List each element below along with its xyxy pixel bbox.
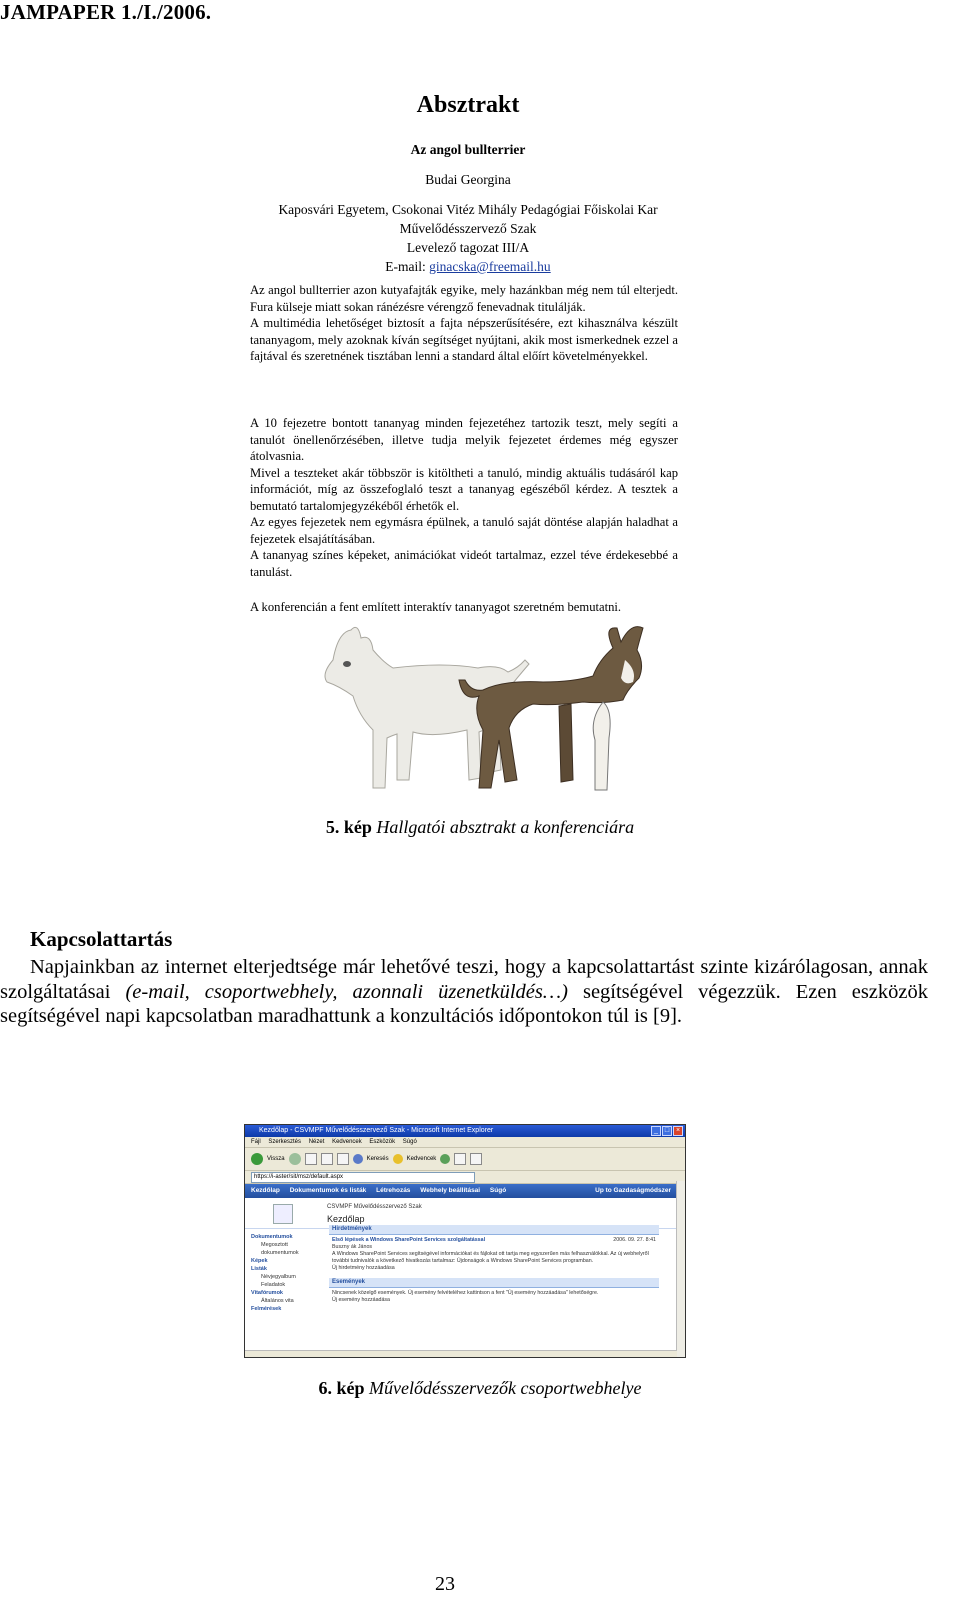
abstract-figure xyxy=(248,92,688,812)
star-icon[interactable] xyxy=(393,1154,403,1164)
address-bar xyxy=(245,1171,685,1184)
quick-launch-item[interactable]: Általános vita xyxy=(261,1298,294,1304)
nav-up-link[interactable]: Up to Gazdaságmódszer xyxy=(595,1187,671,1194)
site-name: CSVMPF Művelődésszervező Szak xyxy=(327,1204,422,1210)
menu-item[interactable]: Fájl xyxy=(251,1139,261,1145)
quick-launch-item[interactable]: Megosztott dokumentumok xyxy=(261,1242,299,1256)
abstract-text: A multimédia lehetőséget biztosít a fajta népszerűsítésére, ezt kihasználva készült tananyagom, mely azoknak kíván segítséget nyújtani, akik most ismerkednek ezzel a fajtával és szeretnének tisztában lenni a standard által előírt követelményekkel. xyxy=(250,316,678,363)
quick-launch-heading[interactable]: Listák xyxy=(251,1266,267,1272)
abstract-subtitle: Az angol bullterrier xyxy=(410,142,526,157)
home-icon[interactable] xyxy=(337,1153,349,1165)
section-heading: Kapcsolattartás xyxy=(30,927,173,951)
quick-launch xyxy=(251,1233,321,1313)
window-buttons xyxy=(651,1126,683,1136)
favorites-label[interactable]: Kedvencek xyxy=(406,1156,437,1162)
bull-terrier-illustration xyxy=(303,620,693,810)
figure-caption-text: Hallgatói absztrakt a konferenciára xyxy=(376,817,635,837)
toolbar xyxy=(245,1148,685,1171)
body-paragraph xyxy=(0,955,928,1029)
window-titlebar xyxy=(245,1125,685,1137)
figure-number: 6. kép xyxy=(318,1378,365,1398)
page-title: Kezdőlap xyxy=(327,1214,365,1224)
main-zone xyxy=(329,1225,659,1306)
back-icon[interactable] xyxy=(251,1153,263,1165)
body-text: segítségével végezzük. Ezen eszközök segítségével napi kapcsolatban maradhattunk a konzultációs időpontokon túl is [9]. xyxy=(0,980,928,1027)
abstract-paragraph xyxy=(250,599,678,616)
quick-launch-item[interactable]: Feladatok xyxy=(261,1282,286,1288)
mail-icon[interactable] xyxy=(454,1153,466,1165)
events-body xyxy=(329,1288,659,1306)
announcements-title: Hirdetmények xyxy=(329,1225,659,1235)
nav-item-docs[interactable]: Dokumentumok és listák xyxy=(289,1187,367,1194)
figure-caption-text: Művelődésszervezők csoportwebhelye xyxy=(369,1378,642,1398)
abstract-affiliation xyxy=(248,200,688,276)
nav-item-settings[interactable]: Webhely beállításai xyxy=(420,1187,481,1194)
menu-item[interactable]: Szerkesztés xyxy=(268,1139,302,1145)
site-logo-icon xyxy=(273,1204,293,1224)
email-link[interactable]: ginacska@freemail.hu xyxy=(429,259,551,274)
quick-launch-heading[interactable]: Dokumentumok xyxy=(251,1234,293,1240)
back-label[interactable]: Vissza xyxy=(267,1156,285,1162)
email-label: E-mail: xyxy=(385,259,430,274)
stop-icon[interactable] xyxy=(305,1153,317,1165)
body-italic-text: (e-mail, csoportwebhely, azonnali üzenetküldés…) xyxy=(125,980,568,1003)
body-text: Napjainkban az internet elterjedtsége már lehetővé teszi, hogy a kapcsolattartást szinte kizárólagosan, annak szolgáltatásai xyxy=(0,956,928,1003)
quick-launch-heading[interactable]: Képek xyxy=(251,1258,268,1264)
section-body xyxy=(0,955,928,1029)
figure-caption xyxy=(0,817,960,838)
refresh-icon[interactable] xyxy=(321,1153,333,1165)
page-number: 23 xyxy=(435,1573,455,1595)
print-icon[interactable] xyxy=(470,1153,482,1165)
running-head: JAMPAPER 1./I./2006. xyxy=(0,0,212,24)
quick-launch-item[interactable]: Névjegyalbum xyxy=(261,1274,296,1280)
abstract-text: A tananyag színes képeket, animációkat videót tartalmaz, ezzel téve érdekesebbé a tanulást. xyxy=(250,548,678,579)
abstract-text: A 10 fejezetre bontott tananyag minden fejezetéhez tartozik teszt, mely segíti a tanulót önellenőrzésében, illetve tudja melyik fejezetet érdemes még egyszer átolvasnia. xyxy=(250,416,678,463)
figure-number: 5. kép xyxy=(325,817,372,837)
window-title: Kezdőlap - CSVMPF Művelődésszervező Szak - Microsoft Internet Explorer xyxy=(259,1127,494,1134)
nav-item-help[interactable]: Súgó xyxy=(489,1187,507,1194)
history-icon[interactable] xyxy=(440,1154,450,1164)
abstract-paragraph xyxy=(250,282,678,365)
add-announcement-link[interactable]: Új hirdetmény hozzáadása xyxy=(332,1265,395,1271)
browser-screenshot xyxy=(244,1124,686,1358)
maximize-icon[interactable]: □ xyxy=(662,1126,672,1136)
add-event-link[interactable]: Új esemény hozzáadása xyxy=(332,1297,391,1303)
quick-launch-heading[interactable]: Vitafórumok xyxy=(251,1290,283,1296)
brindle-bull-terrier xyxy=(459,627,643,790)
vertical-scrollbar[interactable] xyxy=(676,1181,685,1357)
status-bar xyxy=(245,1350,677,1357)
close-icon[interactable]: × xyxy=(673,1126,683,1136)
affiliation-line: Kaposvári Egyetem, Csokonai Vitéz Mihály Pedagógiai Főiskolai Kar xyxy=(278,202,658,217)
quick-launch-heading[interactable]: Felmérések xyxy=(251,1306,282,1312)
abstract-title: Absztrakt xyxy=(416,92,520,118)
nav-item-home[interactable]: Kezdőlap xyxy=(251,1187,280,1194)
abstract-author: Budai Georgina xyxy=(425,172,511,187)
announcement-date: 2006. 09. 27. 8:41 xyxy=(613,1237,656,1243)
search-label[interactable]: Keresés xyxy=(366,1156,389,1162)
affiliation-line: Művelődésszervező Szak xyxy=(399,221,537,236)
search-icon[interactable] xyxy=(353,1154,363,1164)
announcement-link[interactable]: Első lépések a Windows SharePoint Services szolgáltatással xyxy=(332,1237,486,1243)
affiliation-line: Levelező tagozat III/A xyxy=(406,240,530,255)
abstract-text: Mivel a teszteket akár többször is kitöltheti a tanuló, mindig aktuális tudásáról kap információt, míg az összefoglaló teszt a tananyag egészéből kérdez. A tesztek a bemutató tartalomjegyzékéből érhetők el. xyxy=(250,465,678,513)
announcement-author: Buszny ák János xyxy=(332,1244,373,1250)
nav-item-create[interactable]: Létrehozás xyxy=(376,1187,411,1194)
announcements-body xyxy=(329,1235,659,1274)
sharepoint-nav xyxy=(245,1184,685,1198)
abstract-text: A konferencián a fent említett interaktív tananyagot szeretném bemutatni. xyxy=(250,600,622,614)
abstract-text: Az egyes fejezetek nem egymásra épülnek, a tanuló saját döntése alapján haladhat a fejezetek elsajátításában. xyxy=(250,515,678,546)
announcement-text: A Windows SharePoint Services segítségével információkat és fájlokat ott tartja meg egyszerűen más felhasználókkal. Az új webhelyről további tudnivalók a következő hivatkozás tartalmaz: Újdonságok a Windows SharePoint Services programban. xyxy=(332,1251,649,1264)
figure-caption xyxy=(0,1378,960,1399)
address-input[interactable]: https://i-aster/sit/msz/default.aspx xyxy=(251,1172,475,1183)
abstract-text: Az angol bullterrier azon kutyafajták egyike, mely hazánkban még nem túl elterjedt. Fura külseje miatt sokan ránézésre vérengző fenevadnak titulálják. xyxy=(250,283,678,314)
menu-item[interactable]: Nézet xyxy=(308,1139,325,1145)
forward-icon[interactable] xyxy=(289,1153,301,1165)
email-line xyxy=(248,257,688,276)
menu-item[interactable]: Eszközök xyxy=(369,1139,396,1145)
abstract-paragraph xyxy=(250,415,678,580)
events-title: Események xyxy=(329,1278,659,1288)
menu-bar xyxy=(245,1137,685,1148)
menu-item[interactable]: Súgó xyxy=(402,1139,417,1145)
events-text: Nincsenek közelgő események. Új esemény felvételéhez kattintson a fent "Új esemény hozzáadása" lehetőségre. xyxy=(332,1290,599,1296)
menu-item[interactable]: Kedvencek xyxy=(332,1139,362,1145)
minimize-icon[interactable]: _ xyxy=(651,1126,661,1136)
